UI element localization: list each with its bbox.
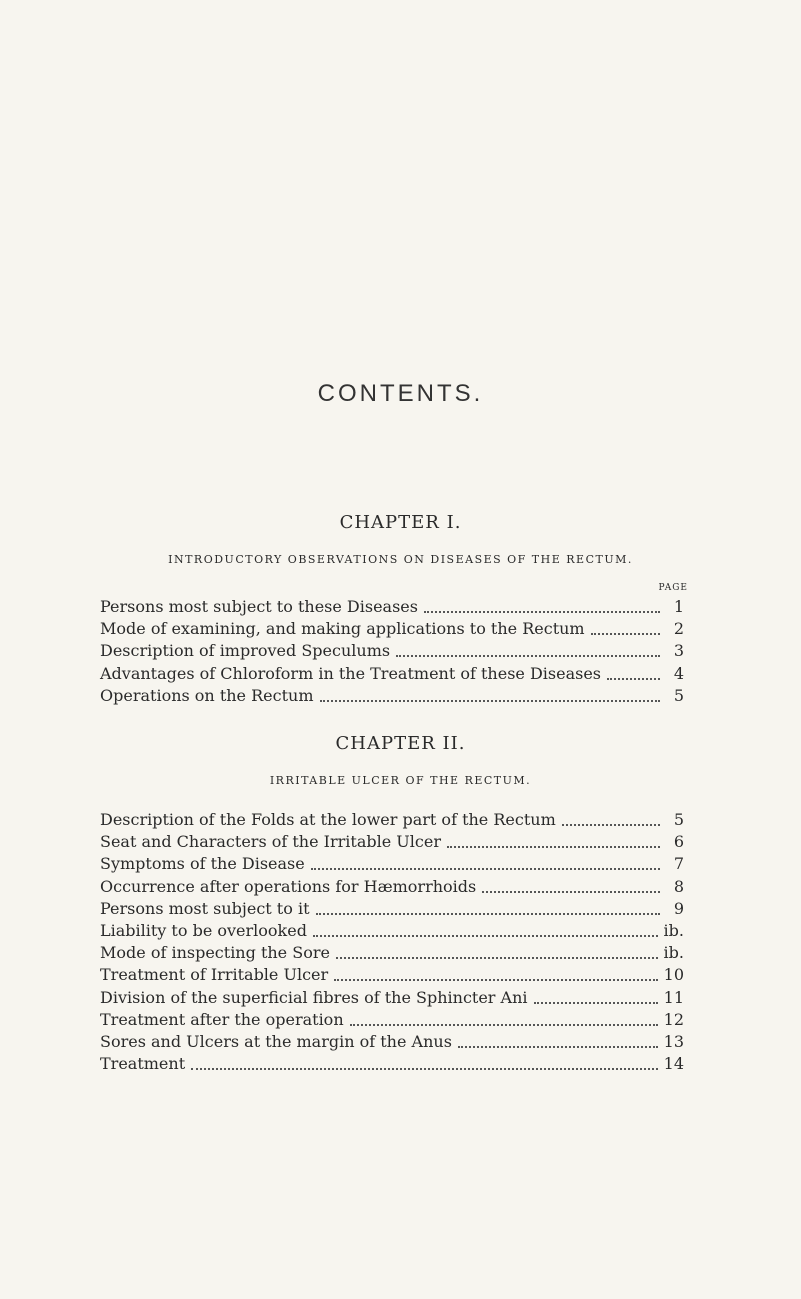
dot-leader xyxy=(591,633,660,635)
toc-entry-page: 14 xyxy=(663,1054,684,1074)
page-title: CONTENTS. xyxy=(317,380,484,407)
chapter-2-subtitle: IRRITABLE ULCER OF THE RECTUM. xyxy=(269,774,532,787)
toc-entry-page: ib. xyxy=(663,920,684,940)
dot-leader xyxy=(607,678,660,680)
toc-entry-title: Symptoms of the Disease xyxy=(100,854,305,874)
toc-entry-page: 6 xyxy=(673,832,684,852)
toc-entry-title: Persons most subject to these Diseases xyxy=(100,597,418,616)
chapter-2-entries xyxy=(100,810,684,1076)
toc-entry-title: Mode of inspecting the Sore xyxy=(100,943,330,963)
toc-entry[interactable] xyxy=(100,854,684,876)
toc-entry-title: Operations on the Rectum xyxy=(100,685,314,705)
dot-leader xyxy=(320,700,661,702)
toc-entry-title: Advantages of Chloroform in the Treatment of these Diseases xyxy=(100,663,602,683)
dot-leader xyxy=(424,611,660,613)
toc-entry-title: Persons most subject to it xyxy=(100,898,310,918)
dot-leader xyxy=(447,846,660,848)
toc-entry-title: Division of the superficial fibres of the Sphincter Ani xyxy=(100,987,528,1007)
dot-leader xyxy=(482,891,660,893)
toc-entry-page: 5 xyxy=(673,810,684,829)
toc-entry-title: Treatment of Irritable Ulcer xyxy=(100,965,329,985)
dot-leader xyxy=(534,1002,658,1004)
toc-entry-page: ib. xyxy=(663,943,684,963)
toc-entry-title: Liability to be overlooked xyxy=(100,920,307,940)
toc-entry-page: 1 xyxy=(673,597,684,616)
dot-leader xyxy=(334,979,657,981)
dot-leader xyxy=(316,913,661,915)
toc-entry[interactable] xyxy=(100,988,684,1010)
page-column-label: PAGE xyxy=(658,583,688,593)
toc-entry-page: 13 xyxy=(663,1031,684,1051)
toc-entry-title: Mode of examining, and making applications to the Rectum xyxy=(100,619,585,639)
toc-entry-title: Seat and Characters of the Irritable Ulcer xyxy=(100,832,441,852)
dot-leader xyxy=(350,1024,658,1026)
toc-entry-page: 4 xyxy=(673,663,684,683)
toc-entry-page: 2 xyxy=(673,619,684,639)
chapter-1-subtitle: INTRODUCTORY OBSERVATIONS ON DISEASES OF THE RECTUM. xyxy=(168,553,633,566)
toc-entry-title: Treatment after the operation xyxy=(100,1009,344,1029)
toc-entry[interactable] xyxy=(100,1032,684,1054)
toc-entry-title: Treatment xyxy=(100,1054,186,1074)
toc-entry-title: Occurrence after operations for Hæmorrhoids xyxy=(100,876,477,896)
toc-entry[interactable] xyxy=(100,943,684,965)
toc-entry-page: 8 xyxy=(673,876,684,896)
toc-entry-page: 5 xyxy=(673,685,684,705)
toc-entry-title: Description of improved Speculums xyxy=(100,641,391,661)
toc-entry[interactable] xyxy=(100,965,684,987)
toc-entry[interactable] xyxy=(100,597,684,619)
toc-entry-page: 7 xyxy=(673,854,684,874)
dot-leader xyxy=(396,655,660,657)
toc-entry[interactable] xyxy=(100,921,684,943)
toc-entry[interactable] xyxy=(100,686,684,708)
chapter-2-heading: CHAPTER II. xyxy=(335,733,466,754)
dot-leader xyxy=(311,868,660,870)
toc-entry[interactable] xyxy=(100,664,684,686)
toc-entry[interactable] xyxy=(100,810,684,832)
toc-entry[interactable] xyxy=(100,1010,684,1032)
toc-entry-page: 11 xyxy=(663,987,684,1007)
toc-entry[interactable] xyxy=(100,832,684,854)
toc-entry-page: 12 xyxy=(663,1009,684,1029)
dot-leader xyxy=(336,957,658,959)
toc-entry-title: Sores and Ulcers at the margin of the Anus xyxy=(100,1031,452,1051)
toc-entry[interactable] xyxy=(100,877,684,899)
toc-entry-page: 9 xyxy=(673,898,684,918)
toc-entry[interactable] xyxy=(100,619,684,641)
toc-entry-page: 3 xyxy=(673,641,684,661)
chapter-1-entries xyxy=(100,597,684,708)
dot-leader xyxy=(562,824,660,826)
toc-entry-page: 10 xyxy=(663,965,684,985)
toc-entry[interactable] xyxy=(100,899,684,921)
dot-leader xyxy=(458,1046,658,1048)
dot-leader xyxy=(313,935,658,937)
toc-entry-title: Description of the Folds at the lower part of the Rectum xyxy=(100,810,556,829)
dot-leader xyxy=(191,1068,658,1070)
toc-entry[interactable] xyxy=(100,1054,684,1076)
toc-entry[interactable] xyxy=(100,641,684,663)
chapter-1-heading: CHAPTER I. xyxy=(339,512,462,533)
